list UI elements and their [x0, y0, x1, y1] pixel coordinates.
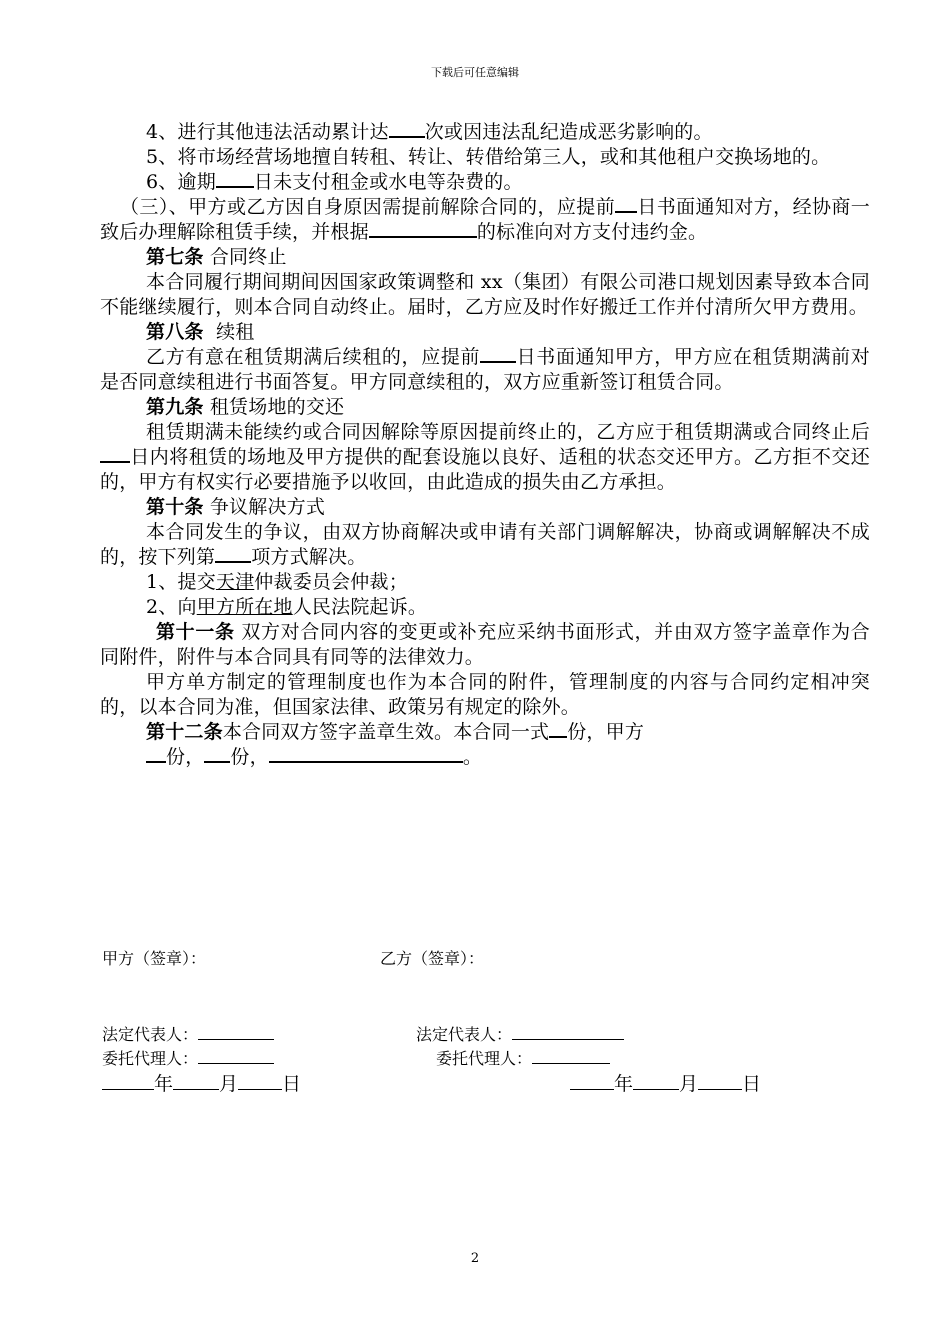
item-4: 4、进行其他违法活动累计达 次或因违法乱纪造成恶劣影响的。	[146, 121, 713, 143]
item-5: 5、将市场经营场地擅自转租、转让、转借给第三人，或和其他租户交换场地的。	[146, 146, 831, 168]
article-12: 第十二条本合同双方签字盖章生效。本合同一式 份，甲方	[146, 721, 645, 743]
blank-field[interactable]	[369, 220, 477, 238]
legal-rep-field[interactable]	[198, 1026, 274, 1040]
party-a-agent: 委托代理人：	[102, 1048, 274, 1070]
blank-field[interactable]	[269, 745, 463, 763]
party-b-agent: 委托代理人：	[436, 1048, 610, 1070]
article-7-heading: 第七条 合同终止	[146, 246, 287, 268]
article-10-option-1: 1、提交天津仲裁委员会仲裁；	[146, 571, 408, 593]
article-9-heading: 第九条 租赁场地的交还	[146, 396, 345, 418]
article-8-heading: 第八条 续租	[146, 321, 255, 343]
blank-field[interactable]	[549, 720, 567, 738]
party-a-legal-rep: 法定代表人：	[102, 1024, 274, 1046]
year-field[interactable]	[570, 1073, 614, 1090]
blank-field[interactable]	[389, 120, 425, 138]
article-11-text-2: 甲方单方制定的管理制度也作为本合同的附件，管理制度的内容与合同约定相冲突的，以本合同为准，但国家法律、政策另有规定的除外。	[100, 671, 870, 718]
blank-field[interactable]	[216, 170, 254, 188]
blank-field[interactable]	[204, 745, 230, 763]
party-b-seal-label: 乙方（签章）：	[380, 949, 485, 968]
blank-field[interactable]	[615, 195, 637, 213]
clause-3: （三）、甲方或乙方因自身原因需提前解除合同的，应提前 日书面通知对方，经协商一致后办理解除租赁手续，并根据 的标准向对方支付违约金。	[100, 196, 871, 243]
blank-field[interactable]	[146, 745, 166, 763]
article-8-text: 乙方有意在租赁期满后续租的，应提前 日书面通知甲方，甲方应在租赁期满前对是否同意续租进行书面答复。甲方同意续租的，双方应重新签订租赁合同。	[100, 346, 870, 393]
party-a-seal-label: 甲方（签章）：	[102, 949, 207, 968]
article-12-line-2: 份， 份， 。	[100, 745, 870, 770]
month-field[interactable]	[173, 1073, 219, 1090]
party-a-date: 年 月 日	[102, 1072, 301, 1096]
page-header-note: 下载后可任意编辑	[431, 66, 519, 79]
article-9-text: 租赁期满未能续约或合同因解除等原因提前终止的，乙方应于租赁期满或合同终止后日内将租赁的场地及甲方提供的配套设施以良好、适租的状态交还甲方。乙方拒不交还的，甲方有权实行必要措施予以收回，由此造成的损失由乙方承担。	[100, 421, 870, 493]
blank-field[interactable]	[215, 545, 251, 563]
article-7-text: 本合同履行期间期间因国家政策调整和 xx（集团）有限公司港口规划因素导致本合同不能继续履行，则本合同自动终止。届时，乙方应及时作好搬迁工作并付清所欠甲方费用。	[100, 271, 870, 318]
contract-body	[100, 120, 870, 770]
article-10-text: 本合同发生的争议，由双方协商解决或申请有关部门调解解决，协商或调解解决不成的，按下列第 项方式解决。	[100, 521, 870, 568]
legal-rep-field[interactable]	[512, 1026, 624, 1040]
article-11: 第十一条 双方对合同内容的变更或补充应采纳书面形式，并由双方签字盖章作为合同附件，附件与本合同具有同等的法律效力。	[100, 621, 870, 668]
item-6: 6、逾期 日未支付租金或水电等杂费的。	[146, 171, 523, 193]
article-10-option-2: 2、向甲方所在地人民法院起诉。	[146, 596, 428, 618]
party-b-legal-rep: 法定代表人：	[416, 1024, 624, 1046]
agent-field[interactable]	[198, 1050, 274, 1064]
article-10-heading: 第十条 争议解决方式	[146, 496, 326, 518]
party-b-date: 年 月 日	[570, 1072, 761, 1096]
agent-field[interactable]	[532, 1050, 610, 1064]
month-field[interactable]	[633, 1073, 679, 1090]
day-field[interactable]	[698, 1073, 742, 1090]
blank-field[interactable]	[480, 345, 516, 363]
year-field[interactable]	[102, 1073, 154, 1090]
page-number: 2	[470, 1251, 480, 1266]
blank-field[interactable]	[100, 445, 130, 463]
day-field[interactable]	[238, 1073, 282, 1090]
